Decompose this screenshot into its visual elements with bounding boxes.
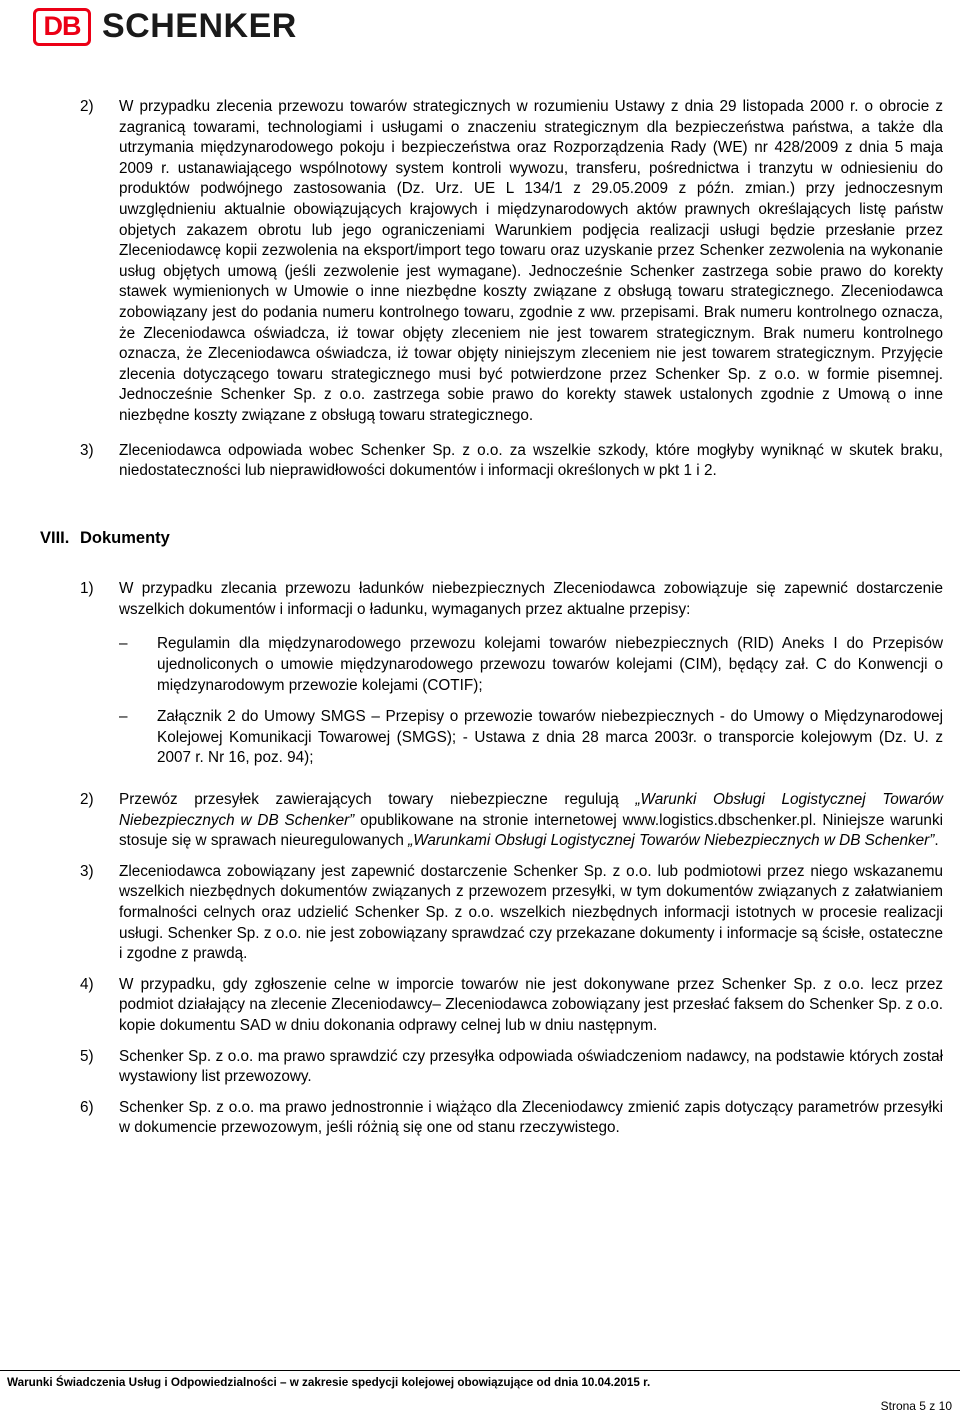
item-text: W przypadku zlecenia przewozu towarów strategicznych w rozumieniu Ustawy z dnia 29 listopada 2000 r. o obrocie z zagranicą towarami, technologiami i usługami o znaczeniu strategicznym dla bezpieczeństwa państwa, a także dla utrzymania międzynarodowego pokoju i bezpieczeństwa oraz Rozporządzenia Rady (WE) nr 428/2009 z dnia 5 maja 2009 r. ustanawiającego wspólnotowy system kontroli wywozu, transferu, pośrednictwa i tranzytu w odniesieniu do produktów podwójnego zastosowania (Dz. Urz. UE L 134/1 z 29.05.2009 z późn. zmian.) przy jednoczesnym uwzględnieniu aktualnie obowiązujących krajowych i międzynarodowych aktów prawnych określających listę państw objetych zakazem obrotu lub jego ograniczeniami Warunkiem podjęcia realizacji usługi będzie przesłanie przez Zleceniodawcę kopii zezwolenia na eksport/import tego towaru oraz uzyskanie przez Schenker zezwolenia na wykonanie usług objętych umową (jeśli zezwolenie jest wymagane). Jednocześnie Schenker zastrzega sobie prawo do korekty stawek wymienionych w Umowie o inne niezbędne koszty związane z obsługą towaru strategicznego. Zleceniodawca zobowiązany jest do podania numeru kontrolnego towaru, zgodnie z ww. przepisami. Brak numeru kontrolnego oznacza, że Zleceniodawca oświadcza, iż towar objęty zleceniem nie jest towarem strategicznym. Brak numeru kontrolnego oznacza, że Zleceniodawca oświadcza, iż towar objęty niniejszym zleceniem nie jest towarem strategicznym. Przyjęcie zlecenia dotyczącego towaru strategicznego musi być potwierdzone przez Schenker Sp. z o.o. w formie pisemnej. Jednocześnie Schenker Sp. z o.o. zastrzega sobie prawo do korekty stawek ustalonych zgodnie z Umową o inne niezbędne koszty związane z obsługą towaru strategicznego. bbox=[119, 98, 943, 424]
item-number: 3) bbox=[80, 862, 94, 880]
item-text-part: . bbox=[934, 832, 939, 850]
section-number: VIII. bbox=[40, 528, 70, 547]
item-text: Zleceniodawca odpowiada wobec Schenker Sp. z o.o. za wszelkie szkody, które mogłyby wyniknąć w skutek braku, niedostateczności lub nieprawidłowości dokumentów i informacji określonych w pkt 1 i 2. bbox=[119, 441, 943, 480]
footer-divider bbox=[0, 1370, 960, 1371]
item-number: 1) bbox=[80, 580, 94, 598]
item-text: W przypadku zlecania przewozu ładunków niebezpiecznych Zleceniodawca zobowiązuje się zapewnić dostarczenie wszelkich dokumentów i informacji o ładunku, wymaganych przez aktualne przepisy: bbox=[119, 580, 943, 618]
list-item bbox=[80, 862, 943, 965]
list-item bbox=[80, 790, 943, 852]
dash-bullet: – bbox=[119, 708, 128, 726]
dash-item-text: Regulamin dla międzynarodowego przewozu kolejami towarów niebezpiecznych (RID) Aneks I do Przepisów ujednoliconych o umowie międzynarodowego przewozu towarów kolejami (CIM), będący zał. C do Konwencji o międzynarodowym przewozie kolejami (COTIF); bbox=[157, 635, 943, 694]
dash-list-item bbox=[119, 707, 943, 769]
section-title: Dokumenty bbox=[80, 528, 170, 547]
item-text: Schenker Sp. z o.o. ma prawo jednostronnie i wiążąco dla Zleceniodawcy zmienić zapis dotyczący parametrów przesyłki w dokumencie przewozowym, jeśli różnią się one od stanu rzeczywistego. bbox=[119, 1098, 943, 1137]
section-heading bbox=[40, 528, 943, 549]
schenker-wordmark: SCHENKER bbox=[102, 7, 297, 45]
dash-item-text: Załącznik 2 do Umowy SMGS – Przepisy o przewozie towarów niebezpiecznych - do Umowy o Międzynarodowej Kolejowej Komunikacji Towarowej (SMGS); - Ustawa z dnia 28 marca 2003r. o transporcie kolejowym (Dz. U. z 2007 r. Nr 16, poz. 94); bbox=[157, 708, 943, 767]
list-item bbox=[80, 579, 943, 780]
item-text-italic: „Warunki Obsługi Logistycznej Towarów Niebezpiecznych w DB Schenker” bbox=[119, 791, 943, 829]
item-number: 6) bbox=[80, 1098, 94, 1116]
document-body bbox=[40, 97, 943, 1149]
dash-list bbox=[119, 634, 943, 769]
item-text: Zleceniodawca zobowiązany jest zapewnić dostarczenie Schenker Sp. z o.o. lub podmiotowi przez niego wskazanemu wszelkich niezbędnych dokumentów związanych z przewozem przesyłki, w tym dokumentów związanych z załatwianiem formalności celnych oraz udzielić Schenker Sp. z o.o. wszelkich niezbędnych informacji istotnych w procesie realizacji usługi. Schenker Sp. z o.o. nie jest zobowiązany sprawdzać czy przekazane dokumenty i informacje są ścisłe, ostateczne i zgodne z prawdą. bbox=[119, 862, 943, 963]
item-text-part: Przewóz przesyłek zawierających towary niebezpieczne regulują bbox=[119, 791, 636, 809]
item-number: 4) bbox=[80, 975, 94, 993]
list-item bbox=[80, 441, 943, 482]
item-text: Schenker Sp. z o.o. ma prawo sprawdzić czy przesyłka odpowiada oświadczeniom nadawcy, na podstawie których został wystawiony list przewozowy. bbox=[119, 1047, 943, 1086]
item-text-italic: „Warunkami Obsługi Logistycznej Towarów Niebezpiecznych w DB Schenker” bbox=[408, 832, 935, 850]
db-schenker-logo bbox=[33, 7, 297, 46]
list-item bbox=[80, 97, 943, 427]
dash-list-item bbox=[119, 634, 943, 696]
dash-bullet: – bbox=[119, 635, 128, 653]
item-text bbox=[119, 790, 943, 852]
list-item bbox=[80, 975, 943, 1037]
item-number: 2) bbox=[80, 791, 94, 809]
list-item bbox=[80, 1098, 943, 1139]
item-number: 3) bbox=[80, 441, 94, 459]
item-number: 2) bbox=[80, 98, 94, 115]
item-text-part: opublikowane na stronie internetowej www.logistics.dbschenker.pl. Niniejsze warunki stosuje się w sprawach nieuregulowanych bbox=[119, 811, 943, 850]
footer-text: Warunki Świadczenia Usług i Odpowiedzialności – w zakresie spedycji kolejowej obowiązujące od dnia 10.04.2015 r. bbox=[7, 1376, 651, 1389]
db-logo-mark: DB bbox=[33, 8, 91, 46]
list-item bbox=[80, 1047, 943, 1088]
item-number: 5) bbox=[80, 1047, 94, 1065]
item-text: W przypadku, gdy zgłoszenie celne w imporcie towarów nie jest dokonywane przez Schenker Sp. z o.o. lecz przez podmiot działający na zlecenie Zleceniodawcy– Zleceniodawca zobowiązany jest przesłać faksem do Schenker Sp. z o.o. kopie dokumentu SAD w dniu dokonania odprawy celnej lub w dniu następnym. bbox=[119, 975, 943, 1034]
page-number: Strona 5 z 10 bbox=[880, 1399, 952, 1413]
